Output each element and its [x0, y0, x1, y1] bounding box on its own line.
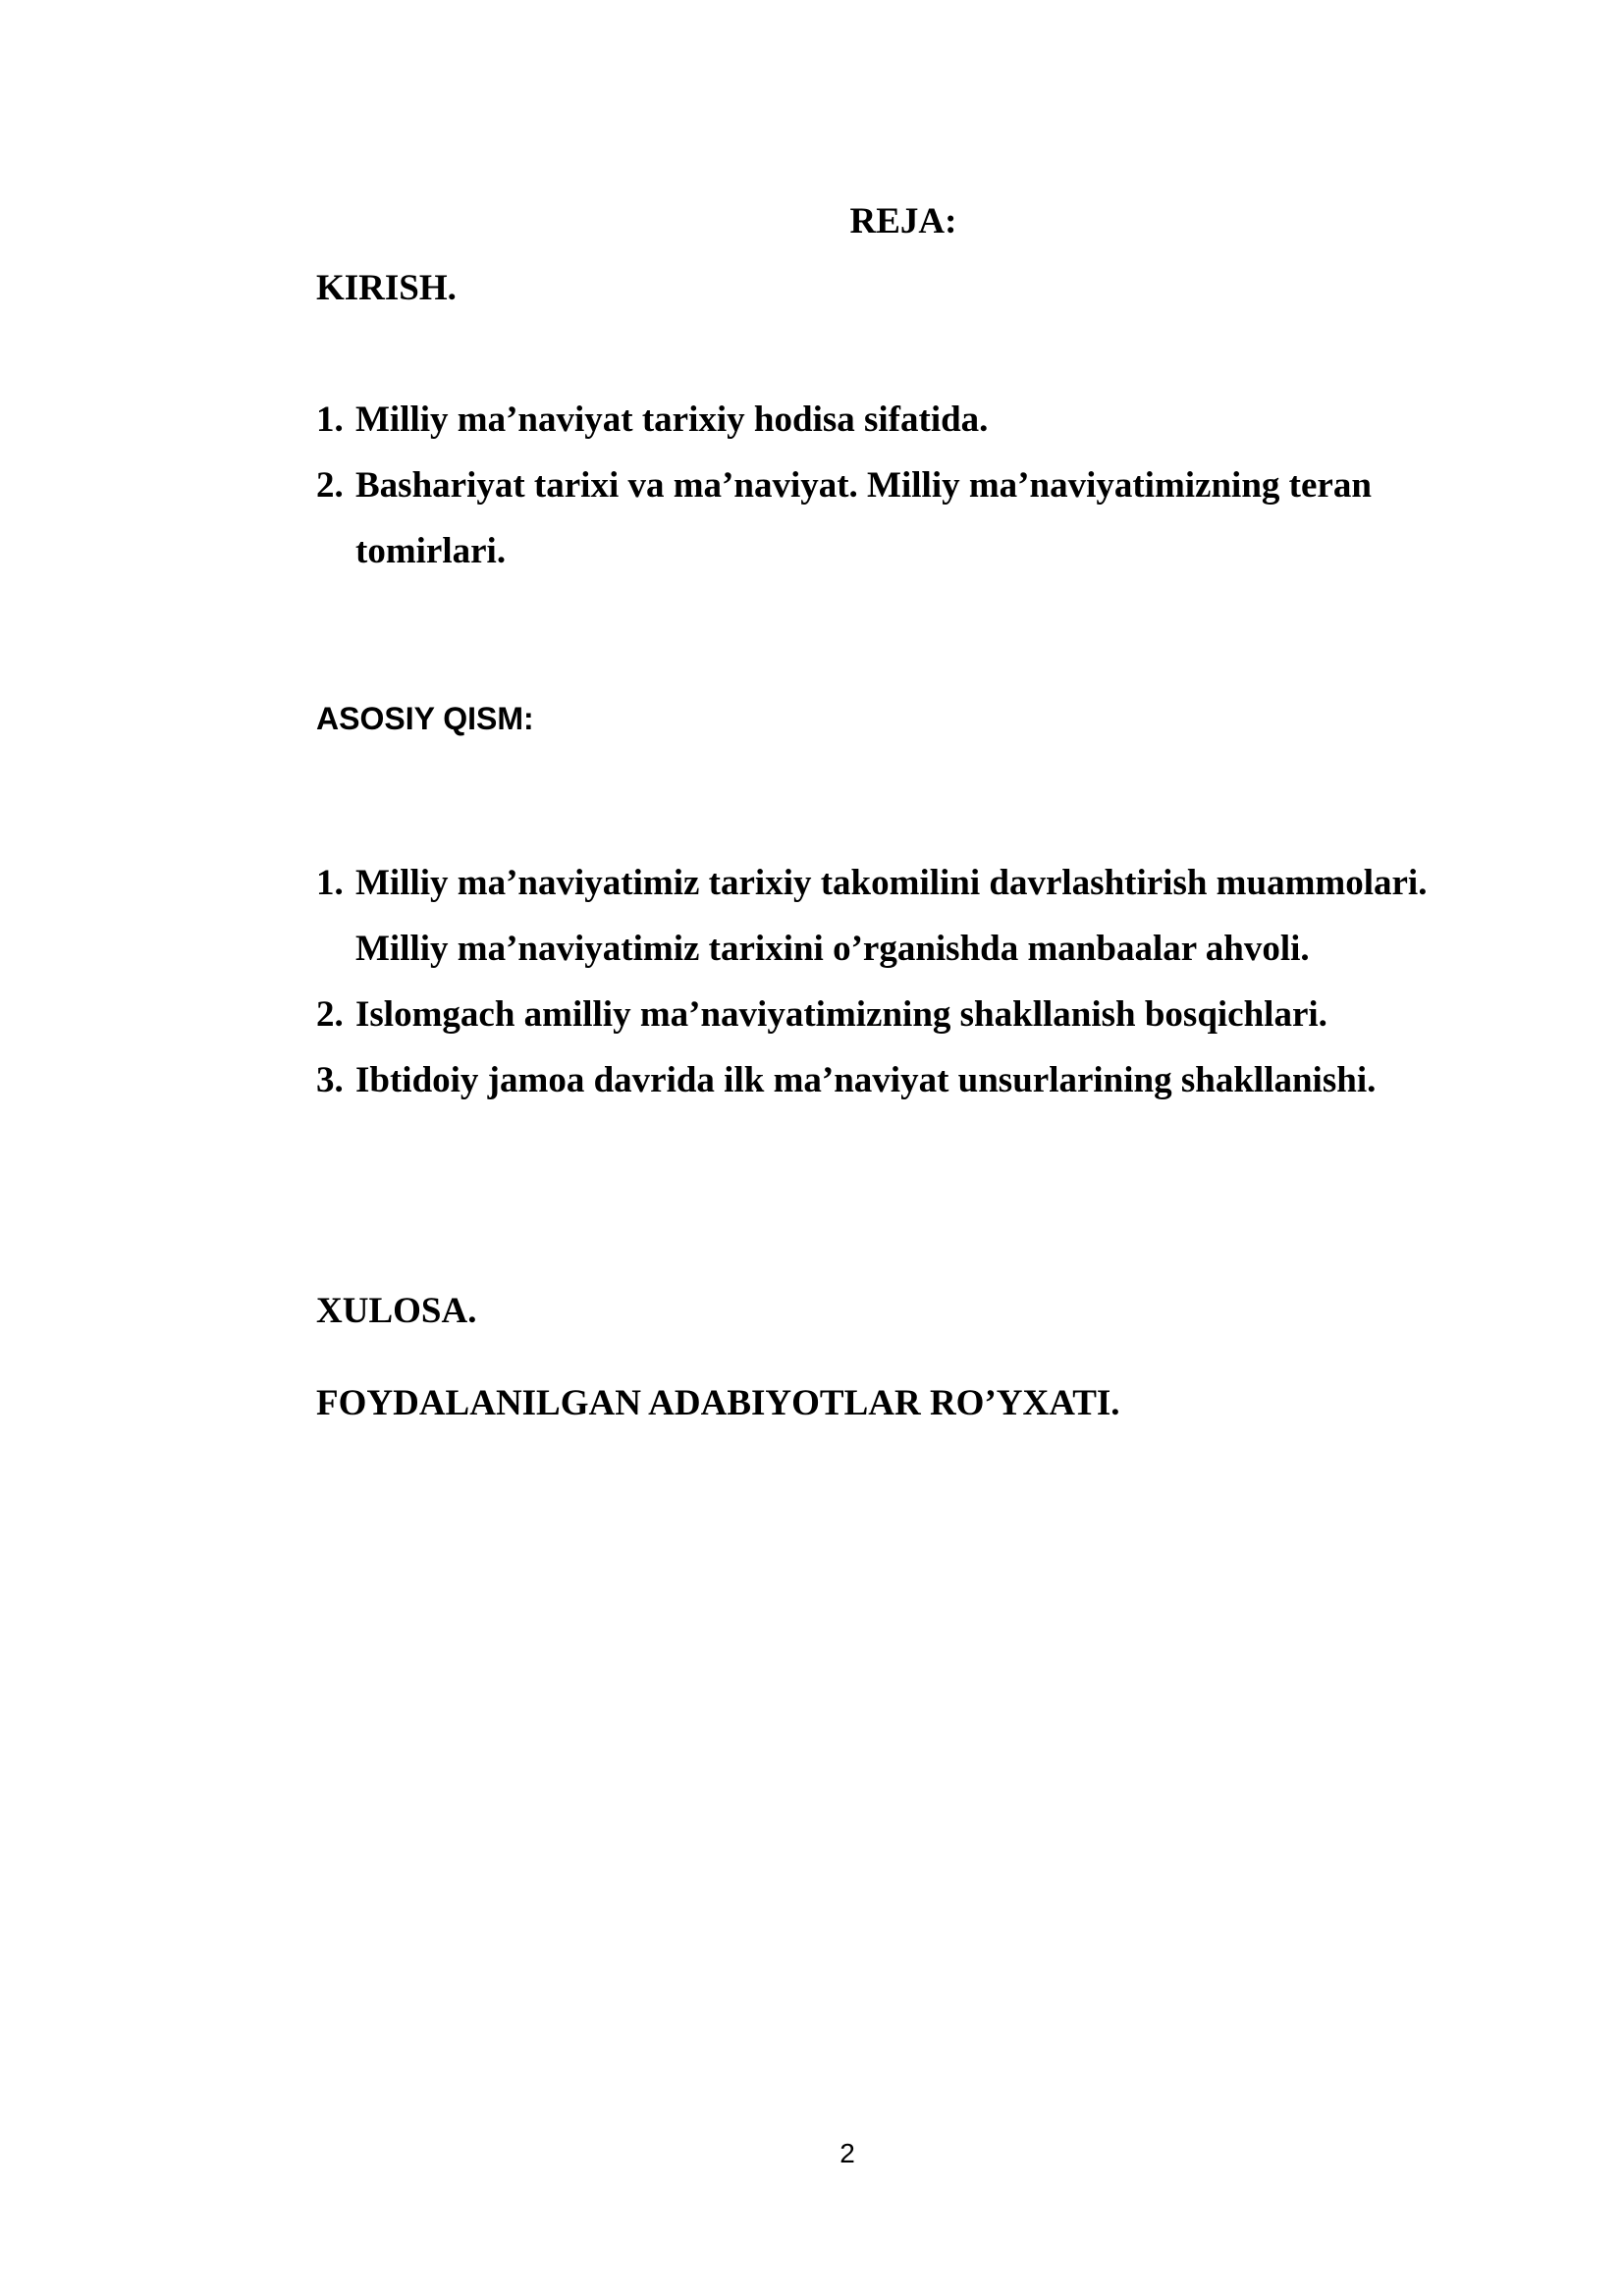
list-item: [316, 982, 1514, 1047]
main-list: [316, 850, 1514, 1113]
list-item-text: Bashariyat tarixi va ma’naviyat. Milliy ma’naviyatimizning teran tomirlari.: [355, 465, 1372, 571]
list-item-text: Milliy ma’naviyatimiz tarixiy takomilini davrlashtirish muammolari. Milliy ma’naviyatimiz tarixini o’rganishda manbaalar ahvoli.: [355, 863, 1428, 969]
list-item-number: 2.: [316, 465, 344, 506]
intro-list: [316, 387, 1494, 584]
list-item-text: Milliy ma’naviyat tarixiy hodisa sifatida.: [355, 400, 989, 440]
page-number: 2: [839, 2138, 855, 2168]
list-item-text: Ibtidoiy jamoa davrida ilk ma’naviyat unsurlarining shakllanishi.: [355, 1060, 1377, 1100]
main-heading: ASOSIY QISM:: [316, 701, 534, 736]
conclusion-heading: XULOSA.: [316, 1291, 477, 1331]
list-item-text: Islomgach amilliy ma’naviyatimizning shakllanish bosqichlari.: [355, 994, 1327, 1035]
list-item: [316, 453, 1475, 584]
list-item: [316, 387, 1494, 453]
list-item: [316, 850, 1465, 982]
list-item-number: 1.: [316, 400, 344, 440]
list-item-number: 1.: [316, 863, 344, 903]
intro-heading: KIRISH.: [316, 268, 457, 308]
page-title: REJA:: [849, 201, 957, 241]
list-item: [316, 1047, 1514, 1113]
list-item-number: 2.: [316, 994, 344, 1035]
references-heading: FOYDALANILGAN ADABIYOTLAR RO’YXATI.: [316, 1383, 1120, 1423]
list-item-number: 3.: [316, 1060, 344, 1100]
